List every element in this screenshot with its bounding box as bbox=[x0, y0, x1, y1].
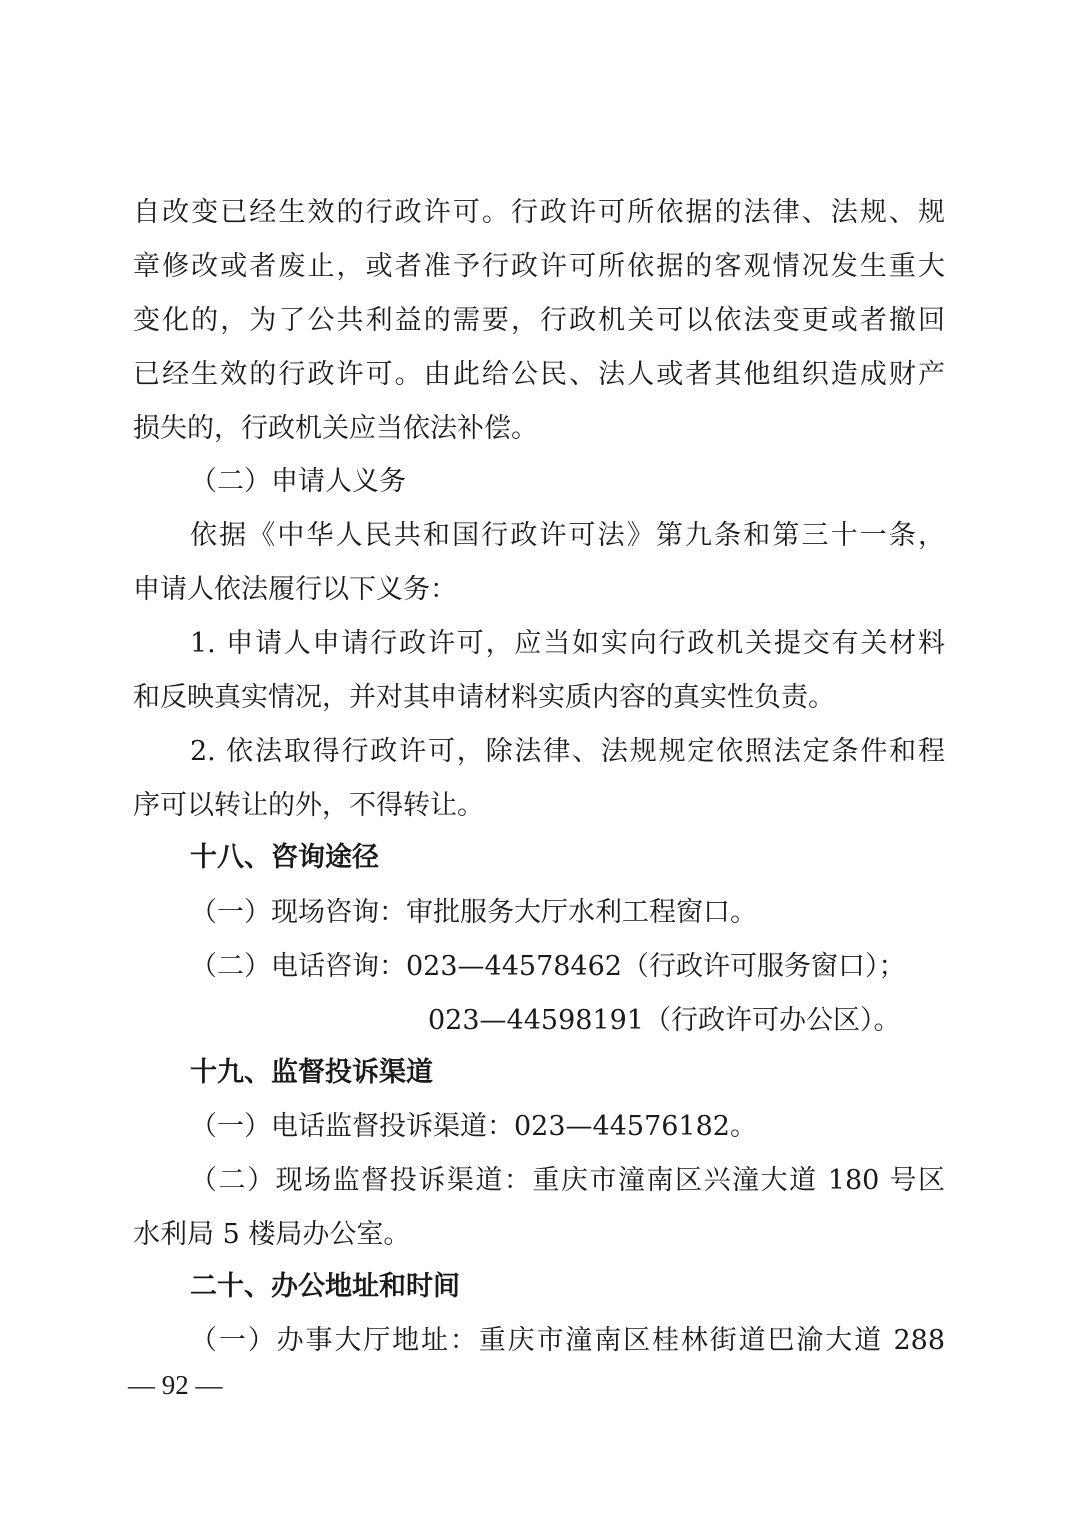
paragraph-line: 依据《中华人民共和国行政许可法》第九条和第三十一条， bbox=[190, 520, 945, 551]
paragraph-line: 自改变已经生效的行政许可。行政许可所依据的法律、法规、规 bbox=[133, 197, 945, 228]
paragraph-line: （一）现场咨询：审批服务大厅水利工程窗口。 bbox=[190, 897, 757, 928]
paragraph-line: 申请人依法履行以下义务： bbox=[133, 574, 457, 605]
paragraph-line: （一）电话监督投诉渠道：023—44576182。 bbox=[190, 1111, 757, 1142]
paragraph-line: 章修改或者废止，或者准予行政许可所依据的客观情况发生重大 bbox=[133, 251, 945, 282]
list-item-line: 和反映真实情况，并对其申请材料实质内容的真实性负责。 bbox=[133, 682, 835, 713]
paragraph-line: 损失的，行政机关应当依法补偿。 bbox=[133, 413, 538, 444]
paragraph-line: 023—44598191（行政许可办公区）。 bbox=[428, 1005, 901, 1036]
paragraph-line: （二）现场监督投诉渠道：重庆市潼南区兴潼大道 180 号区 bbox=[190, 1165, 945, 1196]
section-heading: 十九、监督投诉渠道 bbox=[190, 1057, 433, 1088]
paragraph-line: （一）办事大厅地址：重庆市潼南区桂林街道巴渝大道 288 bbox=[190, 1325, 945, 1356]
subheading: （二）申请人义务 bbox=[190, 466, 406, 497]
paragraph-line: 变化的，为了公共利益的需要，行政机关可以依法变更或者撤回 bbox=[133, 305, 945, 336]
paragraph-line: （二）电话咨询：023—44578462（行政许可服务窗口）； bbox=[190, 951, 906, 982]
list-item-line: 2. 依法取得行政许可，除法律、法规规定依照法定条件和程 bbox=[190, 736, 945, 767]
section-heading: 十八、咨询途径 bbox=[190, 842, 379, 873]
list-item-line: 序可以转让的外，不得转让。 bbox=[133, 790, 484, 821]
page-number: — 92 — bbox=[128, 1370, 223, 1400]
list-item-line: 1. 申请人申请行政许可，应当如实向行政机关提交有关材料 bbox=[190, 628, 945, 659]
section-heading: 二十、办公地址和时间 bbox=[190, 1271, 460, 1302]
paragraph-line: 已经生效的行政许可。由此给公民、法人或者其他组织造成财产 bbox=[133, 359, 945, 390]
paragraph-line: 水利局 5 楼局办公室。 bbox=[133, 1219, 411, 1250]
